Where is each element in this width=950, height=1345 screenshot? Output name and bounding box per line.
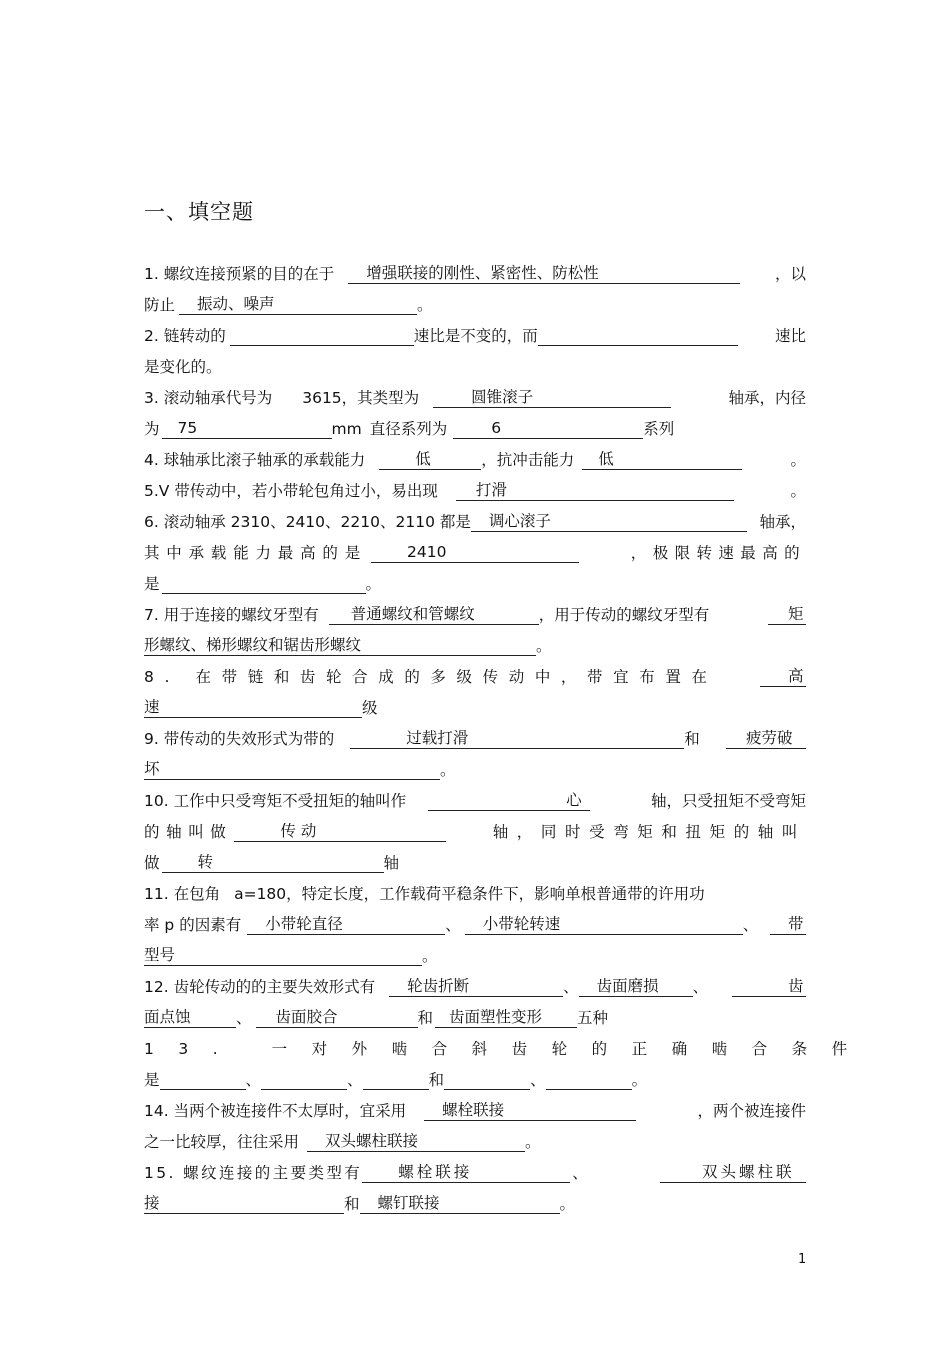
question-8-prompt: 8. 在带链和齿轮合成的多级传动中，带宜布置在: [144, 668, 718, 686]
question-13-text: 和: [428, 1071, 445, 1089]
question-3-text: 系列: [643, 420, 675, 438]
question-10-line-2: [144, 820, 806, 851]
question-1-line-1: [144, 262, 806, 293]
question-14-text: 。: [525, 1133, 541, 1151]
question-14-answer-2: 双头螺柱联接: [307, 1131, 525, 1152]
question-10-answer-1: 心: [428, 790, 590, 811]
question-6-text: 。: [365, 575, 382, 593]
section-heading: 一、填空题: [144, 200, 254, 224]
question-8-text: 级: [362, 699, 378, 717]
question-15-answer-2-cont: 接: [144, 1193, 344, 1214]
question-6-text: 轴承，: [759, 513, 806, 531]
question-14-text: ，两个被连接件: [697, 1102, 806, 1120]
question-12-answer-3: 齿: [732, 976, 806, 997]
question-7-answer-1: 普通螺纹和管螺纹: [329, 604, 539, 625]
question-6-line-2: [144, 541, 806, 572]
question-6-text: ，极限转速最高的: [630, 544, 806, 562]
question-2-answer-2: [538, 325, 738, 346]
question-9-answer-2-cont: 坏: [144, 759, 440, 780]
question-15-answer-2: 双头螺柱联: [660, 1162, 806, 1183]
question-3-line-2: [144, 417, 806, 448]
question-2-text: 速比是不变的，而: [413, 327, 538, 345]
question-9-answer-1: 过载打滑: [350, 728, 684, 749]
question-11-text: 、: [742, 916, 759, 934]
question-11-answer-3: 带: [770, 914, 806, 935]
question-2-line-2: [144, 355, 806, 386]
question-10-line-3: [144, 851, 806, 882]
question-3-answer-1: 圆锥滚子: [433, 387, 671, 408]
question-2-prompt: 2. 链转动的: [144, 327, 226, 345]
question-12-prompt: 12. 齿轮传动的的主要失效形式有: [144, 978, 376, 996]
question-10-text: 轴，只受扭矩不受弯矩: [650, 792, 806, 810]
question-10-text: 轴，同时受弯矩和扭矩的轴叫: [492, 823, 806, 841]
question-11-answer-3-cont: 型号: [144, 945, 422, 966]
question-13-answer-2: [261, 1069, 347, 1090]
question-6-answer-3: [162, 573, 366, 594]
question-14-text: 之一比较厚，往往采用: [144, 1133, 300, 1151]
question-10-answer-3: 转: [162, 852, 384, 873]
question-15-text: 和: [344, 1195, 360, 1213]
question-4-answer-2: 低: [582, 449, 742, 470]
question-7-line-2: [144, 634, 806, 665]
question-2-answer-1: [230, 325, 414, 346]
question-1-text: 防止: [144, 296, 176, 314]
question-3-text: 轴承，内径: [728, 389, 806, 407]
question-2-text: 速比: [774, 327, 806, 345]
question-11-text: 率 p 的因素有: [144, 916, 242, 934]
question-5-line-1: [144, 479, 806, 510]
question-10-text: 做: [144, 854, 160, 872]
question-4-answer-1: 低: [379, 449, 481, 470]
question-15-line-1: [144, 1161, 806, 1192]
question-12-answer-3-cont: 面点蚀: [144, 1007, 236, 1028]
question-12-line-1: [144, 975, 806, 1006]
question-1-answer-2: 振动、噪声: [179, 294, 417, 315]
question-1-text: ，以: [774, 265, 806, 283]
question-5-answer-1: 打滑: [456, 480, 734, 501]
question-12-text: 、: [692, 978, 709, 996]
question-4-text: ，抗冲击能力: [481, 451, 575, 469]
question-9-text: 。: [440, 761, 456, 779]
question-3-prompt: 3. 滚动轴承代号为: [144, 389, 273, 407]
question-15-text: 、: [572, 1164, 588, 1182]
question-1-line-2: [144, 293, 806, 324]
question-9-line-1: [144, 727, 806, 758]
question-4-text: 。: [790, 451, 806, 469]
question-12-answer-1: 轮齿折断: [389, 976, 563, 997]
question-15-prompt: 15. 螺纹连接的主要类型有: [144, 1164, 363, 1182]
question-14-prompt: 14. 当两个被连接件不太厚时，宜采用: [144, 1102, 407, 1120]
question-13-text: 、: [530, 1071, 546, 1089]
question-15-line-2: [144, 1192, 806, 1223]
question-11-text: a=180，特定长度，工作载荷平稳条件下，影响单根普通带的许用功: [234, 885, 705, 903]
question-2-text: 是变化的。: [144, 358, 222, 376]
question-10-text: 轴: [383, 854, 400, 872]
question-15-text: 。: [559, 1195, 576, 1213]
question-13-answer-4: [444, 1069, 530, 1090]
question-7-answer-2: 矩: [768, 604, 806, 625]
question-13-text: 。: [631, 1071, 648, 1089]
question-3-text: 直径系列为: [369, 420, 448, 438]
question-15-answer-3: 螺钉联接: [360, 1193, 560, 1214]
question-14-line-1: [144, 1099, 806, 1130]
question-6-text: 是: [144, 575, 160, 593]
question-9-line-2: [144, 758, 806, 789]
question-13-answer-5: [546, 1069, 632, 1090]
question-7-text: ，用于传动的螺纹牙型有: [538, 606, 710, 624]
question-7-text: 。: [536, 637, 552, 655]
question-10-answer-2: 传 动: [234, 821, 446, 842]
question-9-answer-2: 疲劳破: [726, 728, 806, 749]
question-11-answer-2: 小带轮转速: [465, 914, 743, 935]
question-13-line-1: [144, 1037, 872, 1068]
question-2-line-1: [144, 324, 806, 355]
question-8-answer: 高: [760, 666, 806, 687]
question-12-answer-5: 齿面塑性变形: [435, 1007, 577, 1028]
question-12-line-2: [144, 1006, 806, 1037]
question-6-prompt: 6. 滚动轴承 2310、2410、2210、2110 都是: [144, 513, 471, 531]
question-5-prompt: 5.V 带传动中，若小带轮包角过小，易出现: [144, 482, 438, 500]
question-7-prompt: 7. 用于连接的螺纹牙型有: [144, 606, 319, 624]
question-3-text: 3615，其类型为: [302, 389, 420, 407]
question-13-text: 、: [245, 1071, 262, 1089]
question-6-line-1: [144, 510, 806, 541]
question-3-unit: mm: [331, 420, 362, 438]
question-1-answer-1: 增强联接的刚性、紧密性、防松性: [348, 263, 740, 284]
question-12-text: 、: [563, 978, 579, 996]
question-12-text: 和: [417, 1009, 434, 1027]
question-6-answer-1: 调心滚子: [471, 511, 747, 532]
question-4-prompt: 4. 球轴承比滚子轴承的承载能力: [144, 451, 366, 469]
question-12-text: 五种: [577, 1009, 609, 1027]
question-10-text: 的轴叫做: [144, 823, 233, 841]
question-11-answer-1: 小带轮直径: [247, 914, 445, 935]
fill-in-questions: [144, 262, 872, 1223]
question-6-line-3: [144, 572, 806, 603]
question-5-text: 。: [790, 482, 806, 500]
question-1-prompt: 1. 螺纹连接预紧的目的在于: [144, 265, 335, 283]
question-13-text: 是: [144, 1071, 160, 1089]
page-number: 1: [798, 1252, 807, 1267]
question-3-text: 为: [144, 420, 160, 438]
question-4-line-1: [144, 448, 806, 479]
question-11-prompt: 11. 在包角: [144, 885, 221, 903]
question-14-line-2: [144, 1130, 806, 1161]
question-8-line-1: [144, 665, 806, 696]
question-12-text: 、: [236, 1009, 252, 1027]
question-9-text: 和: [684, 730, 700, 748]
question-11-line-1: [144, 882, 806, 913]
question-13-text: 、: [347, 1071, 363, 1089]
question-9-prompt: 9. 带传动的失效形式为带的: [144, 730, 335, 748]
question-6-text: 其中承载能力最高的是: [144, 544, 368, 562]
question-12-answer-2: 齿面磨损: [579, 976, 693, 997]
question-3-answer-2: 75: [162, 418, 332, 439]
question-1-text: 。: [417, 296, 433, 314]
question-14-answer-1: 螺栓联接: [424, 1100, 636, 1121]
question-11-line-2: [144, 913, 806, 944]
question-3-answer-3: 6: [453, 418, 643, 439]
question-13-prompt: 13. 一对外啮合斜齿轮的正确啮合条件: [144, 1040, 872, 1058]
question-10-prompt: 10. 工作中只受弯矩不受扭矩的轴叫作: [144, 792, 407, 810]
question-13-answer-3: [363, 1069, 429, 1090]
question-11-text: 、: [445, 916, 461, 934]
question-7-answer-2-cont: 形螺纹、梯形螺纹和锯齿形螺纹: [144, 635, 536, 656]
question-8-line-2: [144, 696, 806, 727]
question-13-line-2: [144, 1068, 806, 1099]
question-8-answer-cont: 速: [144, 697, 362, 718]
question-3-line-1: [144, 386, 806, 417]
question-7-line-1: [144, 603, 806, 634]
question-11-line-3: [144, 944, 806, 975]
question-15-answer-1: 螺栓联接: [362, 1162, 570, 1183]
question-12-answer-4: 齿面胶合: [256, 1007, 418, 1028]
question-13-answer-1: [160, 1069, 246, 1090]
question-11-text: 。: [422, 947, 438, 965]
question-6-answer-2: 2410: [371, 542, 579, 563]
question-10-line-1: [144, 789, 806, 820]
